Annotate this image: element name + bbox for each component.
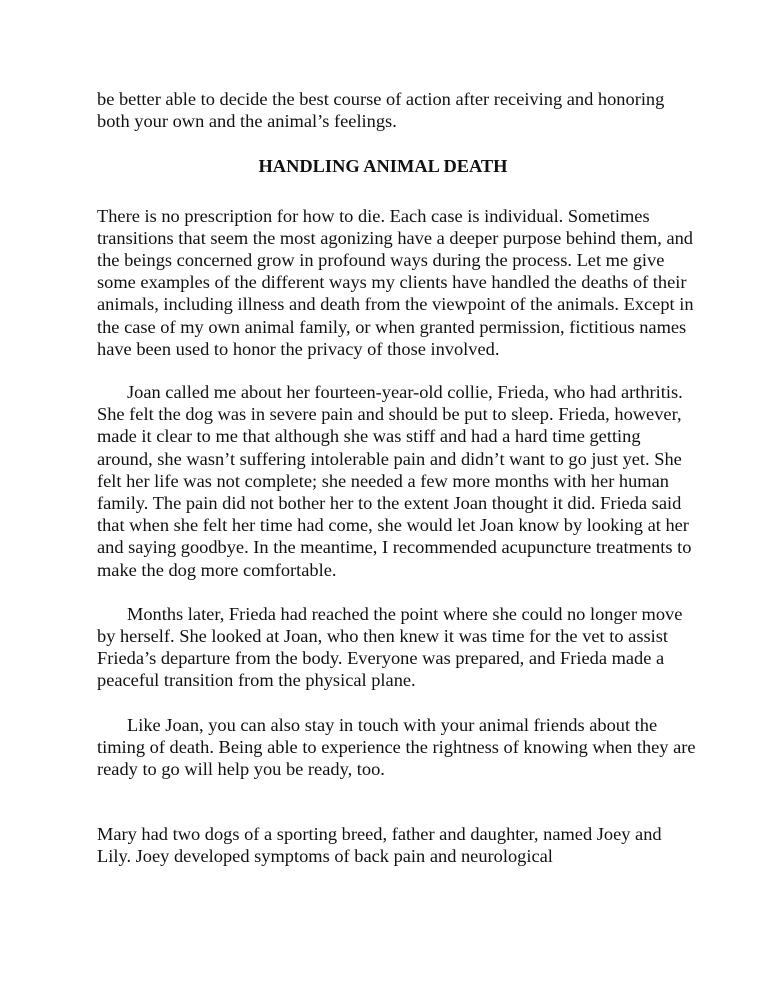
document-page <box>97 88 697 868</box>
paragraph-months-later: Months later, Frieda had reached the point where she could no longer move by herself. She looked at Joan, who then knew it was time for the vet to assist Frieda’s departure from the body. Everyone was prepared, and Frieda made a peaceful transition from the physical plane. <box>97 603 683 691</box>
intro-paragraph: be better able to decide the best course of action after receiving and honoring both your own and the animal’s feelings. <box>97 89 665 132</box>
paragraph-prescription: There is no prescription for how to die. Each case is individual. Sometimes transitions that seem the most agonizing have a deeper purpose behind them, and the beings concerned grow in profound ways during the process. Let me give some examples of the different ways my clients have handled the deaths of their animals, including illness and death from the viewpoint of the animals. Except in the case of my own animal family, or when granted permission, fictitious names have been used to honor the privacy of those involved. <box>97 205 694 359</box>
paragraph-joan-frieda: Joan called me about her fourteen-year-old collie, Frieda, who had arthritis. She felt the dog was in severe pain and should be put to sleep. Frieda, however, made it clear to me that although she was stiff and had a hard time getting around, she wasn’t suffering intolerable pain and didn’t want to go just yet. She felt her life was not complete; she needed a few more months with her human family. The pain did not bother her to the extent Joan thought it did. Frieda said that when she felt her time had come, she would let Joan know by looking at her and saying goodbye. In the meantime, I recommended acupuncture treatments to make the dog more comfortable. <box>97 382 692 580</box>
paragraph-mary-dogs: Mary had two dogs of a sporting breed, father and daughter, named Joey and Lily. Joey developed symptoms of back pain and neurological <box>97 824 662 867</box>
section-heading: HANDLING ANIMAL DEATH <box>258 156 508 177</box>
paragraph-like-joan: Like Joan, you can also stay in touch with your animal friends about the timing of death. Being able to experience the rightness of knowing when they are ready to go will help you be ready, too. <box>97 714 696 780</box>
